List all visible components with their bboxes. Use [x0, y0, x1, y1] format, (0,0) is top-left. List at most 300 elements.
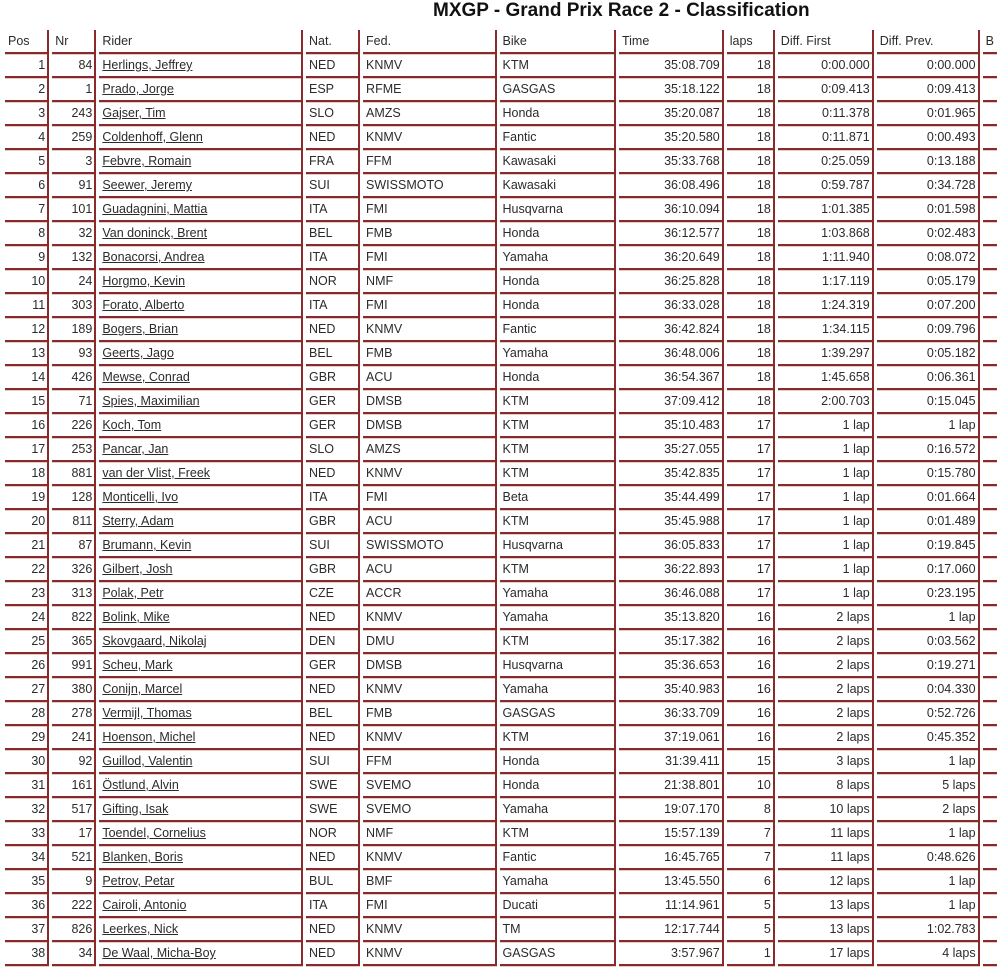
cell-diff-prev: 0:19.271	[877, 654, 980, 678]
cell-truncated	[983, 294, 997, 318]
cell-diff-first: 10 laps	[778, 798, 874, 822]
cell-nat: NED	[306, 54, 360, 78]
cell-nr: 826	[52, 918, 96, 942]
cell-diff-first: 1:11.940	[778, 246, 874, 270]
cell-diff-prev: 0:23.195	[877, 582, 980, 606]
cell-laps: 8	[727, 798, 775, 822]
rider-link[interactable]: Leerkes, Nick	[102, 922, 179, 936]
cell-diff-first: 11 laps	[778, 846, 874, 870]
cell-time: 35:40.983	[619, 678, 724, 702]
cell-time: 36:54.367	[619, 366, 724, 390]
rider-link[interactable]: Bonacorsi, Andrea	[102, 250, 205, 264]
cell-truncated	[983, 510, 997, 534]
cell-diff-prev: 1 lap	[877, 414, 980, 438]
cell-nr: 92	[52, 750, 96, 774]
cell-diff-prev: 0:16.572	[877, 438, 980, 462]
cell-bike: KTM	[500, 630, 616, 654]
table-row	[5, 654, 997, 678]
cell-fed: FFM	[363, 150, 496, 174]
cell-pos: 6	[5, 174, 49, 198]
cell-bike: KTM	[500, 510, 616, 534]
cell-rider	[99, 246, 303, 270]
cell-nat: ITA	[306, 246, 360, 270]
cell-rider	[99, 702, 303, 726]
cell-truncated	[983, 630, 997, 654]
table-row	[5, 582, 997, 606]
cell-nr: 84	[52, 54, 96, 78]
cell-diff-first: 1:01.385	[778, 198, 874, 222]
rider-link[interactable]: Bolink, Mike	[102, 610, 170, 624]
cell-diff-prev: 1:02.783	[877, 918, 980, 942]
cell-nat: NED	[306, 606, 360, 630]
cell-nat: BEL	[306, 342, 360, 366]
cell-fed: KNMV	[363, 846, 496, 870]
cell-time: 35:42.835	[619, 462, 724, 486]
cell-nat: NED	[306, 462, 360, 486]
cell-bike: KTM	[500, 558, 616, 582]
rider-link[interactable]: Forato, Alberto	[102, 298, 185, 312]
cell-nr: 365	[52, 630, 96, 654]
cell-time: 35:27.055	[619, 438, 724, 462]
cell-rider	[99, 558, 303, 582]
table-row	[5, 942, 997, 966]
cell-truncated	[983, 726, 997, 750]
cell-rider	[99, 342, 303, 366]
cell-nr: 517	[52, 798, 96, 822]
cell-laps: 17	[727, 486, 775, 510]
cell-time: 35:20.580	[619, 126, 724, 150]
table-row	[5, 294, 997, 318]
cell-pos: 14	[5, 366, 49, 390]
cell-bike: Honda	[500, 294, 616, 318]
table-row	[5, 222, 997, 246]
rider-link[interactable]: De Waal, Micha-Boy	[102, 946, 216, 960]
cell-fed: KNMV	[363, 318, 496, 342]
cell-diff-first: 1:03.868	[778, 222, 874, 246]
cell-rider	[99, 270, 303, 294]
cell-rider	[99, 78, 303, 102]
rider-link[interactable]: Blanken, Boris	[102, 850, 183, 864]
cell-time: 35:08.709	[619, 54, 724, 78]
cell-diff-first: 1 lap	[778, 486, 874, 510]
cell-time: 35:44.499	[619, 486, 724, 510]
cell-diff-first: 0:09.413	[778, 78, 874, 102]
cell-pos: 36	[5, 894, 49, 918]
col-header-diff-prev: Diff. Prev.	[877, 30, 980, 54]
cell-rider	[99, 366, 303, 390]
cell-truncated	[983, 678, 997, 702]
cell-nr: 278	[52, 702, 96, 726]
cell-diff-prev: 0:04.330	[877, 678, 980, 702]
cell-diff-prev: 0:01.965	[877, 102, 980, 126]
cell-fed: FMI	[363, 198, 496, 222]
cell-nr: 303	[52, 294, 96, 318]
cell-bike: Husqvarna	[500, 654, 616, 678]
cell-rider	[99, 102, 303, 126]
cell-nat: BUL	[306, 870, 360, 894]
cell-diff-first: 1:17.119	[778, 270, 874, 294]
cell-pos: 17	[5, 438, 49, 462]
table-row	[5, 870, 997, 894]
rider-link[interactable]: Monticelli, Ivo	[102, 490, 179, 504]
rider-link[interactable]: Mewse, Conrad	[102, 370, 190, 384]
cell-bike: GASGAS	[500, 702, 616, 726]
cell-truncated	[983, 846, 997, 870]
cell-time: 37:19.061	[619, 726, 724, 750]
cell-nr: 189	[52, 318, 96, 342]
cell-rider	[99, 318, 303, 342]
cell-pos: 12	[5, 318, 49, 342]
cell-laps: 16	[727, 606, 775, 630]
rider-link[interactable]: Gilbert, Josh	[102, 562, 173, 576]
table-row	[5, 366, 997, 390]
cell-laps: 16	[727, 702, 775, 726]
cell-laps: 18	[727, 198, 775, 222]
rider-link[interactable]: Polak, Petr	[102, 586, 164, 600]
table-row	[5, 798, 997, 822]
cell-pos: 16	[5, 414, 49, 438]
cell-diff-first: 17 laps	[778, 942, 874, 966]
cell-nat: GER	[306, 390, 360, 414]
table-row	[5, 126, 997, 150]
cell-bike: Honda	[500, 102, 616, 126]
cell-rider	[99, 942, 303, 966]
col-header-nr: Nr	[52, 30, 96, 54]
table-row	[5, 318, 997, 342]
cell-diff-prev: 0:01.489	[877, 510, 980, 534]
cell-diff-prev: 0:09.413	[877, 78, 980, 102]
cell-pos: 30	[5, 750, 49, 774]
cell-time: 35:18.122	[619, 78, 724, 102]
cell-nat: GER	[306, 654, 360, 678]
cell-laps: 18	[727, 174, 775, 198]
cell-truncated	[983, 174, 997, 198]
cell-nat: ITA	[306, 486, 360, 510]
table-body	[5, 54, 997, 966]
cell-laps: 18	[727, 54, 775, 78]
cell-bike: Yamaha	[500, 342, 616, 366]
cell-nat: GBR	[306, 366, 360, 390]
cell-nr: 881	[52, 462, 96, 486]
cell-diff-prev: 0:48.626	[877, 846, 980, 870]
cell-pos: 15	[5, 390, 49, 414]
table-row	[5, 150, 997, 174]
cell-nr: 93	[52, 342, 96, 366]
cell-nr: 380	[52, 678, 96, 702]
rider-link[interactable]: Herlings, Jeffrey	[102, 58, 193, 72]
cell-diff-first: 11 laps	[778, 822, 874, 846]
cell-time: 36:46.088	[619, 582, 724, 606]
cell-diff-first: 2 laps	[778, 726, 874, 750]
cell-bike: Yamaha	[500, 678, 616, 702]
rider-link[interactable]: Gajser, Tim	[102, 106, 166, 120]
cell-bike: GASGAS	[500, 942, 616, 966]
rider-link[interactable]: Febvre, Romain	[102, 154, 192, 168]
cell-bike: KTM	[500, 390, 616, 414]
cell-nat: SWE	[306, 798, 360, 822]
cell-laps: 17	[727, 438, 775, 462]
cell-fed: FMB	[363, 342, 496, 366]
cell-bike: KTM	[500, 438, 616, 462]
cell-pos: 38	[5, 942, 49, 966]
cell-diff-prev: 0:52.726	[877, 702, 980, 726]
cell-bike: Beta	[500, 486, 616, 510]
classification-table	[2, 30, 1000, 966]
col-header-nat: Nat.	[306, 30, 360, 54]
cell-diff-first: 2 laps	[778, 678, 874, 702]
cell-rider	[99, 222, 303, 246]
cell-rider	[99, 678, 303, 702]
cell-nr: 161	[52, 774, 96, 798]
cell-bike: KTM	[500, 414, 616, 438]
cell-laps: 18	[727, 102, 775, 126]
cell-laps: 15	[727, 750, 775, 774]
cell-pos: 26	[5, 654, 49, 678]
cell-time: 31:39.411	[619, 750, 724, 774]
rider-link[interactable]: Coldenhoff, Glenn	[102, 130, 203, 144]
cell-fed: AMZS	[363, 438, 496, 462]
rider-link[interactable]: Hoenson, Michel	[102, 730, 196, 744]
cell-diff-first: 1 lap	[778, 534, 874, 558]
cell-nat: FRA	[306, 150, 360, 174]
cell-bike: KTM	[500, 462, 616, 486]
cell-truncated	[983, 918, 997, 942]
cell-pos: 37	[5, 918, 49, 942]
cell-diff-prev: 0:00.493	[877, 126, 980, 150]
col-header-fed: Fed.	[363, 30, 496, 54]
rider-link[interactable]: van der Vlist, Freek	[102, 466, 211, 480]
cell-bike: Yamaha	[500, 870, 616, 894]
cell-nat: SLO	[306, 102, 360, 126]
cell-fed: SVEMO	[363, 798, 496, 822]
cell-nat: NED	[306, 126, 360, 150]
cell-laps: 5	[727, 918, 775, 942]
table-row	[5, 270, 997, 294]
rider-link[interactable]: Conijn, Marcel	[102, 682, 183, 696]
cell-rider	[99, 54, 303, 78]
cell-bike: Kawasaki	[500, 150, 616, 174]
cell-diff-first: 2 laps	[778, 606, 874, 630]
cell-nr: 71	[52, 390, 96, 414]
cell-fed: FFM	[363, 750, 496, 774]
rider-link[interactable]: Horgmo, Kevin	[102, 274, 186, 288]
rider-link[interactable]: Vermijl, Thomas	[102, 706, 192, 720]
cell-diff-prev: 1 lap	[877, 870, 980, 894]
cell-rider	[99, 846, 303, 870]
cell-diff-first: 0:11.871	[778, 126, 874, 150]
rider-link[interactable]: Seewer, Jeremy	[102, 178, 192, 192]
cell-truncated	[983, 894, 997, 918]
rider-link[interactable]: Guadagnini, Mattia	[102, 202, 208, 216]
cell-pos: 35	[5, 870, 49, 894]
table-row	[5, 390, 997, 414]
rider-link[interactable]: Koch, Tom	[102, 418, 162, 432]
rider-link[interactable]: Bogers, Brian	[102, 322, 179, 336]
table-row	[5, 534, 997, 558]
cell-diff-prev: 1 lap	[877, 822, 980, 846]
cell-bike: Husqvarna	[500, 198, 616, 222]
cell-rider	[99, 174, 303, 198]
cell-bike: Husqvarna	[500, 534, 616, 558]
cell-laps: 16	[727, 678, 775, 702]
cell-pos: 4	[5, 126, 49, 150]
cell-rider	[99, 654, 303, 678]
rider-link[interactable]: Cairoli, Antonio	[102, 898, 187, 912]
cell-diff-prev: 0:01.598	[877, 198, 980, 222]
cell-truncated	[983, 150, 997, 174]
rider-link[interactable]: Prado, Jorge	[102, 82, 174, 96]
cell-pos: 22	[5, 558, 49, 582]
cell-pos: 11	[5, 294, 49, 318]
rider-link[interactable]: Gifting, Isak	[102, 802, 169, 816]
cell-laps: 10	[727, 774, 775, 798]
cell-rider	[99, 198, 303, 222]
cell-rider	[99, 390, 303, 414]
cell-diff-first: 1:24.319	[778, 294, 874, 318]
cell-fed: FMI	[363, 894, 496, 918]
cell-laps: 18	[727, 150, 775, 174]
cell-laps: 7	[727, 822, 775, 846]
cell-rider	[99, 582, 303, 606]
cell-diff-prev: 0:17.060	[877, 558, 980, 582]
cell-nat: NED	[306, 726, 360, 750]
table-row	[5, 78, 997, 102]
cell-bike: Honda	[500, 222, 616, 246]
cell-pos: 33	[5, 822, 49, 846]
cell-truncated	[983, 534, 997, 558]
table-row	[5, 510, 997, 534]
cell-nr: 313	[52, 582, 96, 606]
rider-link[interactable]: Pancar, Jan	[102, 442, 169, 456]
cell-laps: 7	[727, 846, 775, 870]
cell-fed: KNMV	[363, 462, 496, 486]
cell-pos: 20	[5, 510, 49, 534]
rider-link[interactable]: Van doninck, Brent	[102, 226, 208, 240]
cell-fed: RFME	[363, 78, 496, 102]
cell-nr: 32	[52, 222, 96, 246]
cell-fed: DMSB	[363, 390, 496, 414]
cell-diff-first: 1:39.297	[778, 342, 874, 366]
table-row	[5, 702, 997, 726]
col-header-truncated: B	[983, 30, 997, 54]
cell-fed: DMSB	[363, 654, 496, 678]
cell-diff-first: 1 lap	[778, 438, 874, 462]
cell-laps: 18	[727, 342, 775, 366]
cell-rider	[99, 798, 303, 822]
cell-time: 35:36.653	[619, 654, 724, 678]
cell-nat: GER	[306, 414, 360, 438]
cell-rider	[99, 126, 303, 150]
table-row	[5, 774, 997, 798]
cell-fed: FMI	[363, 246, 496, 270]
cell-truncated	[983, 270, 997, 294]
cell-time: 36:25.828	[619, 270, 724, 294]
cell-rider	[99, 630, 303, 654]
cell-time: 36:12.577	[619, 222, 724, 246]
cell-time: 37:09.412	[619, 390, 724, 414]
rider-link[interactable]: Geerts, Jago	[102, 346, 174, 360]
cell-laps: 18	[727, 294, 775, 318]
cell-laps: 17	[727, 414, 775, 438]
cell-nat: ITA	[306, 294, 360, 318]
rider-link[interactable]: Toendel, Cornelius	[102, 826, 206, 840]
col-header-diff-first: Diff. First	[778, 30, 874, 54]
cell-time: 19:07.170	[619, 798, 724, 822]
rider-link[interactable]: Spies, Maximilian	[102, 394, 200, 408]
cell-truncated	[983, 798, 997, 822]
cell-diff-first: 2 laps	[778, 654, 874, 678]
cell-diff-prev: 0:05.179	[877, 270, 980, 294]
rider-link[interactable]: Östlund, Alvin	[102, 778, 179, 792]
cell-time: 16:45.765	[619, 846, 724, 870]
cell-bike: KTM	[500, 726, 616, 750]
cell-diff-prev: 4 laps	[877, 942, 980, 966]
cell-fed: FMI	[363, 486, 496, 510]
cell-truncated	[983, 750, 997, 774]
cell-laps: 5	[727, 894, 775, 918]
rider-link[interactable]: Guillod, Valentin	[102, 754, 193, 768]
rider-link[interactable]: Skovgaard, Nikolaj	[102, 634, 207, 648]
cell-time: 36:20.649	[619, 246, 724, 270]
cell-fed: KNMV	[363, 54, 496, 78]
rider-link[interactable]: Petrov, Petar	[102, 874, 175, 888]
table-row	[5, 630, 997, 654]
cell-diff-prev: 0:07.200	[877, 294, 980, 318]
cell-nr: 87	[52, 534, 96, 558]
cell-nat: CZE	[306, 582, 360, 606]
cell-diff-first: 1 lap	[778, 462, 874, 486]
col-header-bike: Bike	[500, 30, 616, 54]
cell-pos: 7	[5, 198, 49, 222]
cell-nr: 991	[52, 654, 96, 678]
cell-time: 15:57.139	[619, 822, 724, 846]
cell-diff-prev: 0:00.000	[877, 54, 980, 78]
cell-rider	[99, 822, 303, 846]
cell-fed: KNMV	[363, 726, 496, 750]
cell-laps: 17	[727, 558, 775, 582]
table-header-row	[5, 30, 997, 54]
cell-time: 36:05.833	[619, 534, 724, 558]
cell-diff-prev: 1 lap	[877, 894, 980, 918]
cell-bike: Kawasaki	[500, 174, 616, 198]
cell-pos: 1	[5, 54, 49, 78]
cell-laps: 16	[727, 654, 775, 678]
cell-bike: Honda	[500, 366, 616, 390]
rider-link[interactable]: Scheu, Mark	[102, 658, 173, 672]
rider-link[interactable]: Brumann, Kevin	[102, 538, 192, 552]
cell-time: 36:48.006	[619, 342, 724, 366]
cell-diff-first: 12 laps	[778, 870, 874, 894]
cell-fed: FMI	[363, 294, 496, 318]
cell-fed: ACU	[363, 510, 496, 534]
cell-nr: 9	[52, 870, 96, 894]
table-row	[5, 894, 997, 918]
cell-rider	[99, 774, 303, 798]
cell-bike: Honda	[500, 774, 616, 798]
cell-rider	[99, 534, 303, 558]
cell-bike: GASGAS	[500, 78, 616, 102]
cell-truncated	[983, 702, 997, 726]
rider-link[interactable]: Sterry, Adam	[102, 514, 174, 528]
col-header-rider: Rider	[99, 30, 303, 54]
table-row	[5, 342, 997, 366]
cell-bike: Yamaha	[500, 246, 616, 270]
cell-time: 36:10.094	[619, 198, 724, 222]
cell-nat: DEN	[306, 630, 360, 654]
table-row	[5, 846, 997, 870]
cell-nat: NED	[306, 918, 360, 942]
cell-pos: 27	[5, 678, 49, 702]
